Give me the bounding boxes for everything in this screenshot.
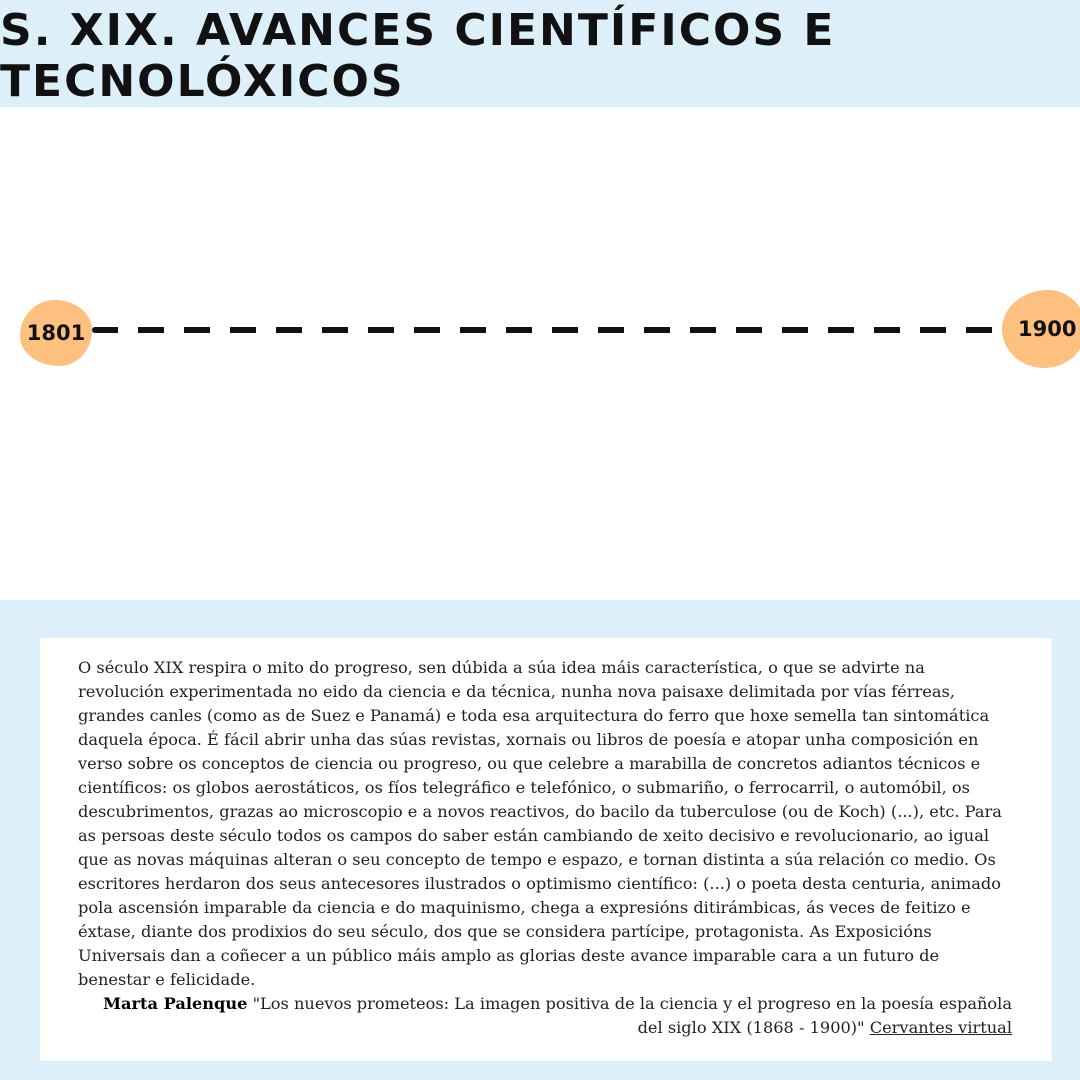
- quote-source: [78, 992, 1012, 1040]
- source-link[interactable]: Cervantes virtual: [869, 1018, 1012, 1037]
- timeline-dashed-line: [92, 327, 1002, 333]
- timeline-start-year: 1801: [20, 300, 92, 366]
- timeline: [0, 107, 1080, 600]
- timeline-end-year: 1900: [1002, 290, 1080, 368]
- quote-author: Marta Palenque: [103, 994, 248, 1013]
- quote-text: O século XIX respira o mito do progreso, sen dúbida a súa idea máis característica, o que se advirte na revolución experimentada no eido da ciencia e da técnica, nunha nova paisaxe delimitada por vías férreas, grandes canles (como as de Suez e Panamá) e toda esa arquitectura do ferro que hoxe semella tan sintomática daquela época. É fácil abrir unha das súas revistas, xornais ou libros de poesía e atopar unha composición en verso sobre os conceptos de ciencia ou progreso, ou que celebre a marabilla de concretos adiantos técnicos e científicos: os globos aerostáticos, os fíos telegráfico e telefónico, o submariño, o ferrocarril, o automóbil, os descubrimentos, grazas ao microscopio e a novos reactivos, do bacilo da tuberculose (ou de Koch) (...), etc. Para as persoas deste século todos os campos do saber están cambiando de xeito decisivo e revolucionario, ao igual que as novas máquinas alteran o seu concepto de tempo e espazo, e tornan distinta a súa relación co medio. Os escritores herdaron dos seus antecesores ilustrados o optimismo científico: (...) o poeta desta centuria, animado pola ascensión imparable da ciencia e do maquinismo, chega a expresións ditirámbicas, ás veces de feitizo e éxtase, diante dos prodixios do seu século, dos que se considera partícipe, protagonista. As Exposicións Universais dan a coñecer a un público máis amplo as glorias deste avance imparable cara a un futuro de benestar e felicidade.: [78, 658, 1002, 989]
- quote-box: [40, 638, 1052, 1061]
- quote-section: [0, 600, 1080, 1080]
- page-title: S. XIX. AVANCES CIENTÍFICOS E TECNOLÓXICOS: [0, 4, 836, 107]
- quote-work: "Los nuevos prometeos: La imagen positiva de la ciencia y el progreso en la poesía española del siglo XIX (1868 - 1900)": [247, 994, 1012, 1037]
- header-banner: [0, 0, 1080, 107]
